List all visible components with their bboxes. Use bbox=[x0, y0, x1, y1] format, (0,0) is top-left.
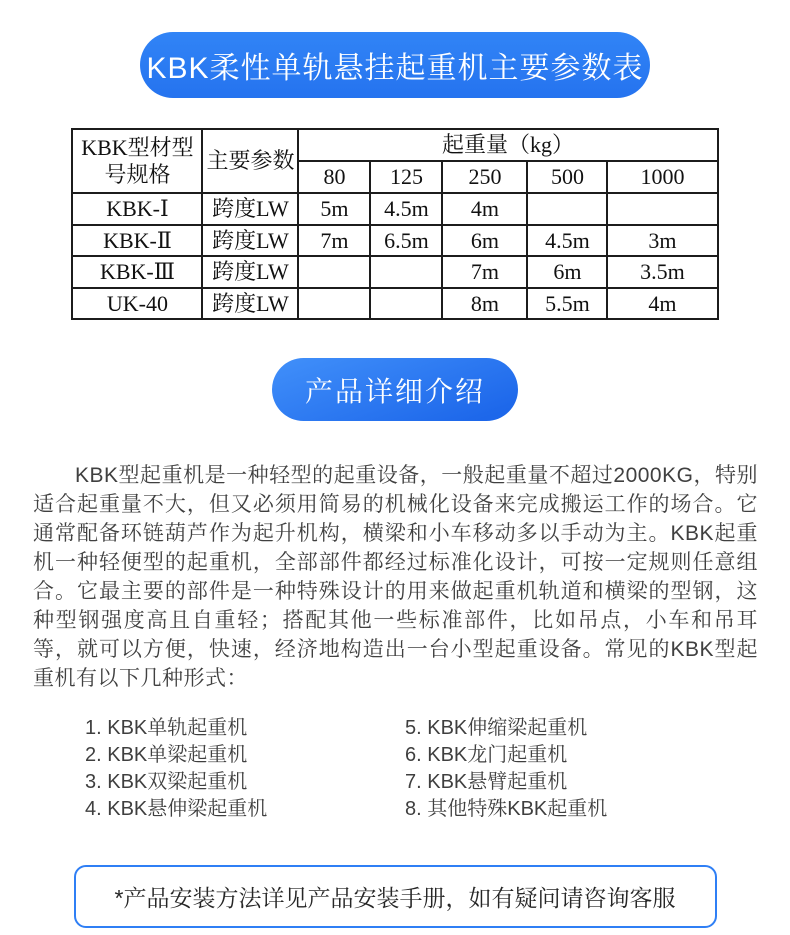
cell-value: 4.5m bbox=[527, 225, 607, 257]
cell-value: 5m bbox=[298, 193, 370, 225]
list-item: 6. KBK龙门起重机 bbox=[405, 744, 568, 766]
table-row bbox=[72, 288, 717, 320]
cell-value: 7m bbox=[298, 225, 370, 257]
cell-value bbox=[607, 193, 717, 225]
installation-note-text: *产品安装方法详见产品安装手册，如有疑问请咨询客服 bbox=[114, 885, 676, 911]
cell-model: KBK-Ⅰ bbox=[72, 193, 202, 225]
cell-value bbox=[370, 256, 442, 288]
cell-value: 4m bbox=[607, 288, 717, 320]
header-capacity-125: 125 bbox=[370, 161, 442, 193]
table-row bbox=[72, 256, 717, 288]
header-capacity-80: 80 bbox=[298, 161, 370, 193]
list-item: 3. KBK双梁起重机 bbox=[85, 771, 248, 793]
list-item: 8. 其他特殊KBK起重机 bbox=[405, 798, 608, 820]
header-main-param: 主要参数 bbox=[202, 129, 298, 193]
page-title: KBK柔性单轨悬挂起重机主要参数表 bbox=[146, 52, 644, 85]
table-row bbox=[72, 225, 717, 257]
list-item: 7. KBK悬臂起重机 bbox=[405, 771, 568, 793]
cell-value: 7m bbox=[442, 256, 527, 288]
table-header-row-1 bbox=[72, 129, 717, 161]
page-title-banner bbox=[140, 32, 650, 98]
header-capacity-1000: 1000 bbox=[607, 161, 717, 193]
header-capacity-500: 500 bbox=[527, 161, 607, 193]
cell-value bbox=[527, 193, 607, 225]
cell-value: 5.5m bbox=[527, 288, 607, 320]
cell-value: 4m bbox=[442, 193, 527, 225]
cell-value: 4.5m bbox=[370, 193, 442, 225]
cell-param: 跨度LW bbox=[202, 288, 298, 320]
cell-model: KBK-Ⅱ bbox=[72, 225, 202, 257]
crane-type-list-left bbox=[85, 715, 405, 823]
header-model-spec: KBK型材型号规格 bbox=[72, 129, 202, 193]
table-row bbox=[72, 193, 717, 225]
product-detail-button[interactable] bbox=[272, 358, 518, 421]
cell-value: 6m bbox=[527, 256, 607, 288]
cell-value: 6.5m bbox=[370, 225, 442, 257]
cell-value: 3m bbox=[607, 225, 717, 257]
cell-param: 跨度LW bbox=[202, 193, 298, 225]
cell-value: 6m bbox=[442, 225, 527, 257]
installation-note-box bbox=[74, 865, 717, 928]
list-item: 2. KBK单梁起重机 bbox=[85, 744, 248, 766]
intro-paragraph: KBK型起重机是一种轻型的起重设备，一般起重量不超过2000KG，特别适合起重量不大，但又必须用简易的机械化设备来完成搬运工作的场合。它通常配备环链葫芦作为起升机构，横梁和小车移动多以手动为主。KBK起重机一种轻便型的起重机，全部部件都经过标准化设计，可按一定规则任意组合。它最主要的部件是一种特殊设计的用来做起重机轨道和横梁的型钢，这种型钢强度高且自重轻；搭配其他一些标准部件，比如吊点，小车和吊耳等，就可以方便，快速，经济地构造出一台小型起重设备。常见的KBK型起重机有以下几种形式： bbox=[33, 464, 758, 690]
cell-model: UK-40 bbox=[72, 288, 202, 320]
cell-param: 跨度LW bbox=[202, 225, 298, 257]
cell-value bbox=[370, 288, 442, 320]
cell-model: KBK-Ⅲ bbox=[72, 256, 202, 288]
parameters-table bbox=[71, 128, 718, 320]
cell-param: 跨度LW bbox=[202, 256, 298, 288]
list-item: 4. KBK悬伸梁起重机 bbox=[85, 798, 268, 820]
list-item: 5. KBK伸缩梁起重机 bbox=[405, 717, 588, 739]
list-item: 1. KBK单轨起重机 bbox=[85, 717, 248, 739]
cell-value bbox=[298, 288, 370, 320]
crane-type-lists bbox=[0, 715, 790, 823]
cell-value bbox=[298, 256, 370, 288]
crane-type-list-right bbox=[405, 715, 607, 823]
cell-value: 8m bbox=[442, 288, 527, 320]
header-capacity-250: 250 bbox=[442, 161, 527, 193]
header-capacity: 起重量（kg） bbox=[298, 129, 717, 161]
cell-value: 3.5m bbox=[607, 256, 717, 288]
product-detail-button-label: 产品详细介绍 bbox=[304, 375, 485, 407]
